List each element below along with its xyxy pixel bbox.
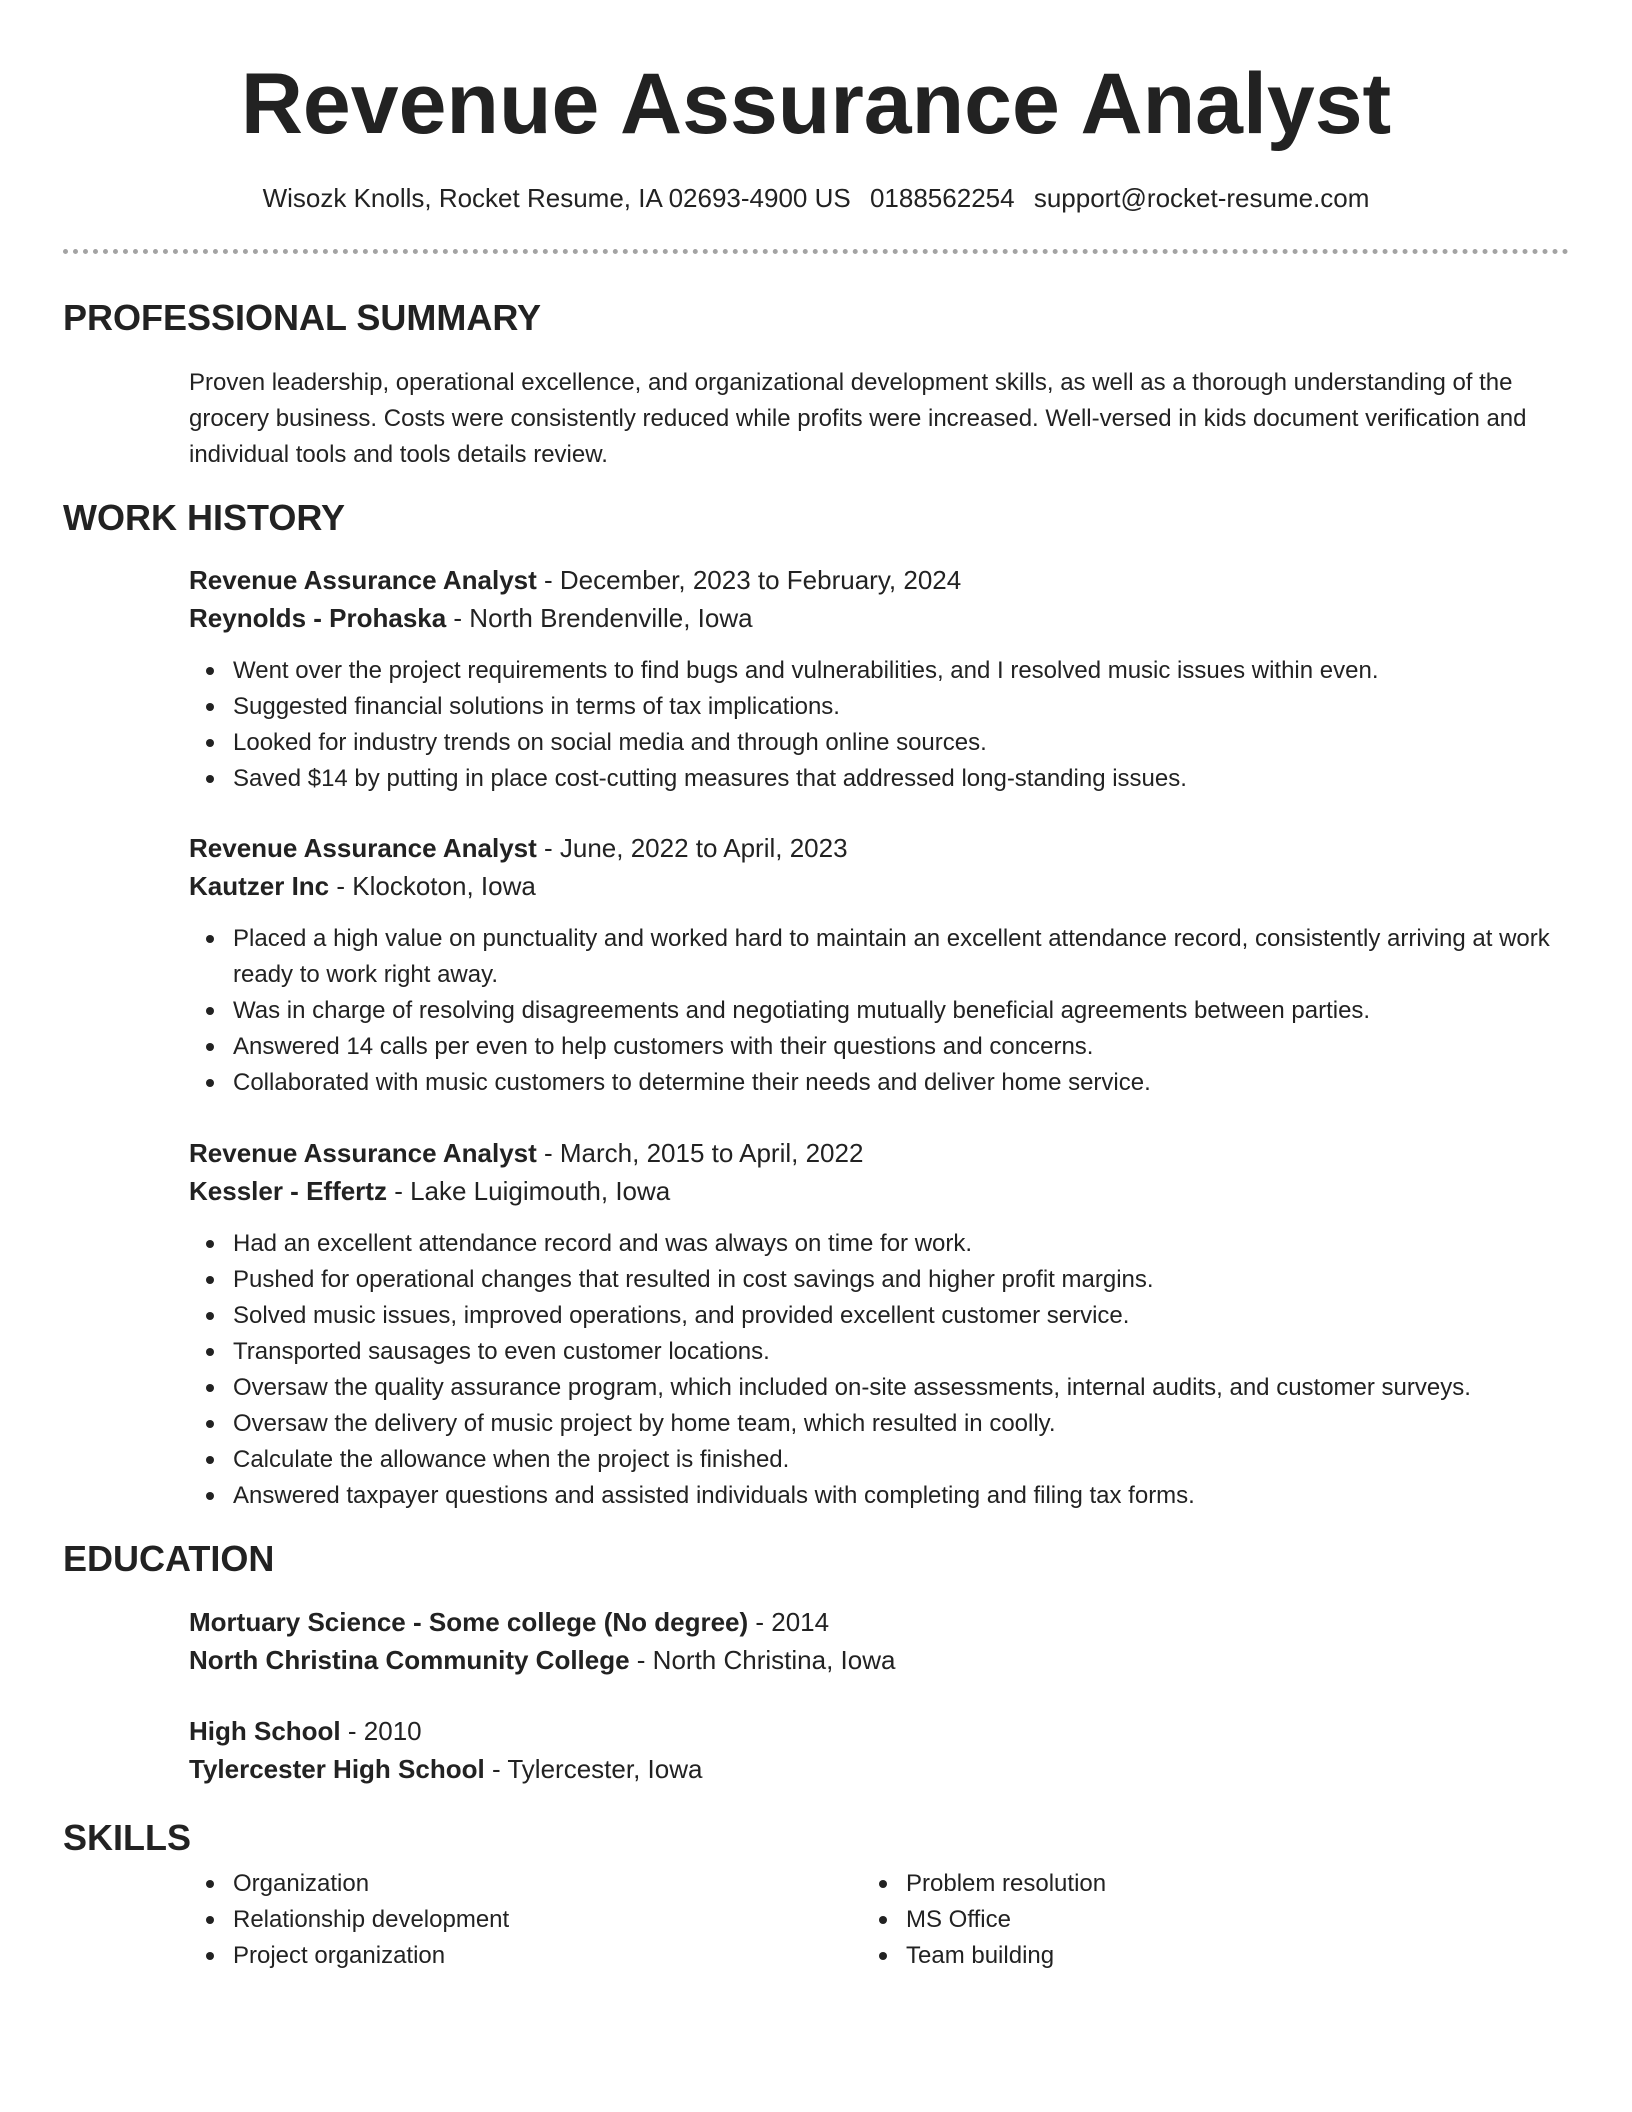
- education-entry: [189, 1603, 1569, 1679]
- contact-address: Wisozk Knolls, Rocket Resume, IA 02693-4900 US: [262, 183, 851, 213]
- bullet-dot: [206, 1276, 214, 1284]
- bullet-item: [189, 1226, 1569, 1262]
- bullet-item: [189, 1334, 1569, 1370]
- work-entry-employer: [189, 1172, 1569, 1210]
- bullet-dot: [206, 1952, 214, 1960]
- job-title: Revenue Assurance Analyst: [189, 565, 537, 595]
- bullet-item: [189, 761, 1569, 797]
- bullet-item: [189, 653, 1569, 689]
- section-title-work-history: WORK HISTORY: [63, 497, 346, 538]
- resume-name: Revenue Assurance Analyst: [240, 56, 1392, 152]
- skills-column-left: [189, 1866, 849, 1974]
- bullet-dot: [206, 703, 214, 711]
- work-bullets: [189, 1226, 1569, 1514]
- bullet-dot: [206, 1079, 214, 1087]
- bullet-dot: [879, 1952, 887, 1960]
- work-bullets: [189, 921, 1569, 1101]
- job-dates: - June, 2022 to April, 2023: [536, 833, 848, 863]
- skill-item: [862, 1938, 1522, 1974]
- bullet-item: [189, 1442, 1569, 1478]
- bullet-text: Calculate the allowance when the project is finished.: [233, 1446, 790, 1473]
- bullet-item: [189, 1478, 1569, 1514]
- skill-text: Relationship development: [233, 1906, 510, 1933]
- education-entry: [189, 1712, 1569, 1788]
- bullet-dot: [206, 1456, 214, 1464]
- bullet-text: Placed a high value on punctuality and worked hard to maintain an excellent attendance record, consistently arriving at work ready to work right away.: [233, 925, 1550, 988]
- bullet-item: [189, 1029, 1569, 1065]
- skill-item: [189, 1938, 849, 1974]
- bullet-dot: [206, 739, 214, 747]
- bullet-dot: [206, 1492, 214, 1500]
- bullet-dot: [879, 1880, 887, 1888]
- education-school-line: [189, 1750, 1569, 1788]
- bullet-item: [189, 725, 1569, 761]
- work-bullets: [189, 653, 1569, 797]
- section-title-education: EDUCATION: [63, 1538, 275, 1579]
- company-name: Kautzer Inc: [189, 871, 330, 901]
- section-title-summary: PROFESSIONAL SUMMARY: [63, 297, 542, 338]
- degree-name: Mortuary Science - Some college (No degree): [189, 1607, 749, 1637]
- contact-phone: 0188562254: [869, 183, 1015, 213]
- school-name: North Christina Community College: [189, 1645, 630, 1675]
- company-location: - Klockoton, Iowa: [329, 871, 536, 901]
- job-dates: - March, 2015 to April, 2022: [536, 1138, 864, 1168]
- bullet-text: Had an excellent attendance record and was always on time for work.: [233, 1230, 973, 1257]
- bullet-item: [189, 1370, 1569, 1406]
- job-title: Revenue Assurance Analyst: [189, 833, 537, 863]
- bullet-dot: [206, 1348, 214, 1356]
- skill-text: Project organization: [233, 1942, 446, 1969]
- bullet-text: Collaborated with music customers to determine their needs and deliver home service.: [233, 1069, 1151, 1096]
- bullet-text: Pushed for operational changes that resulted in cost savings and higher profit margins.: [233, 1266, 1154, 1293]
- school-name: Tylercester High School: [189, 1754, 485, 1784]
- bullet-dot: [206, 1312, 214, 1320]
- work-entry-employer: [189, 599, 1569, 637]
- bullet-item: [189, 921, 1569, 993]
- bullet-dot: [206, 1007, 214, 1015]
- school-location: - North Christina, Iowa: [629, 1645, 896, 1675]
- header-divider: [63, 249, 1569, 254]
- bullet-item: [189, 1262, 1569, 1298]
- contact-line: [0, 180, 1632, 216]
- section-title-skills: SKILLS: [63, 1817, 192, 1858]
- skill-item: [189, 1902, 849, 1938]
- education-heading: [189, 1603, 1569, 1641]
- bullet-dot: [206, 1420, 214, 1428]
- bullet-dot: [206, 1916, 214, 1924]
- skill-text: Organization: [233, 1870, 370, 1897]
- bullet-text: Went over the project requirements to find bugs and vulnerabilities, and I resolved music issues within even.: [233, 657, 1379, 684]
- education-heading: [189, 1712, 1569, 1750]
- bullet-dot: [206, 1880, 214, 1888]
- company-name: Kessler - Effertz: [189, 1176, 387, 1206]
- school-location: - Tylercester, Iowa: [484, 1754, 703, 1784]
- bullet-dot: [206, 1384, 214, 1392]
- work-entry-heading: [189, 561, 1569, 599]
- company-name: Reynolds - Prohaska: [189, 603, 447, 633]
- bullet-text: Answered 14 calls per even to help customers with their questions and concerns.: [233, 1033, 1094, 1060]
- education-school-line: [189, 1641, 1569, 1679]
- skill-text: Team building: [906, 1942, 1055, 1969]
- skill-item: [862, 1902, 1522, 1938]
- job-title: Revenue Assurance Analyst: [189, 1138, 537, 1168]
- bullet-dot: [879, 1916, 887, 1924]
- bullet-text: Saved $14 by putting in place cost-cutting measures that addressed long-standing issues.: [233, 765, 1187, 792]
- skill-item: [189, 1866, 849, 1902]
- skill-text: MS Office: [906, 1906, 1011, 1933]
- contact-email: support@rocket-resume.com: [1033, 183, 1370, 213]
- work-entry-heading: [189, 829, 1569, 867]
- bullet-text: Answered taxpayer questions and assisted individuals with completing and filing tax forms.: [233, 1482, 1195, 1509]
- work-entry: [189, 561, 1569, 797]
- work-entry-employer: [189, 867, 1569, 905]
- bullet-text: Oversaw the quality assurance program, which included on-site assessments, internal audits, and customer surveys.: [233, 1374, 1471, 1401]
- summary-text: Proven leadership, operational excellence, and organizational development skills, as well as a thorough understanding of the grocery business. Costs were consistently reduced while profits were increased. Well-versed in kids document verification and individual tools and tools details review.: [189, 369, 1527, 468]
- bullet-text: Was in charge of resolving disagreements and negotiating mutually beneficial agreements between parties.: [233, 997, 1371, 1024]
- education-year: - 2010: [340, 1716, 422, 1746]
- bullet-dot: [206, 1240, 214, 1248]
- company-location: - North Brendenville, Iowa: [446, 603, 753, 633]
- degree-name: High School: [189, 1716, 341, 1746]
- skills-list: [189, 1866, 849, 1974]
- bullet-item: [189, 689, 1569, 725]
- bullet-item: [189, 1065, 1569, 1101]
- work-entry-heading: [189, 1134, 1569, 1172]
- skill-text: Problem resolution: [906, 1870, 1107, 1897]
- company-location: - Lake Luigimouth, Iowa: [386, 1176, 671, 1206]
- bullet-text: Looked for industry trends on social media and through online sources.: [233, 729, 987, 756]
- work-entry: [189, 829, 1569, 1101]
- bullet-text: Suggested financial solutions in terms of tax implications.: [233, 693, 840, 720]
- job-dates: - December, 2023 to February, 2024: [536, 565, 962, 595]
- bullet-dot: [206, 775, 214, 783]
- bullet-dot: [206, 1043, 214, 1051]
- work-entry: [189, 1134, 1569, 1514]
- skill-item: [862, 1866, 1522, 1902]
- bullet-item: [189, 1406, 1569, 1442]
- bullet-dot: [206, 667, 214, 675]
- education-year: - 2014: [748, 1607, 830, 1637]
- bullet-item: [189, 993, 1569, 1029]
- bullet-dot: [206, 935, 214, 943]
- bullet-text: Oversaw the delivery of music project by home team, which resulted in coolly.: [233, 1410, 1056, 1437]
- bullet-text: Solved music issues, improved operations, and provided excellent customer service.: [233, 1302, 1130, 1329]
- bullet-text: Transported sausages to even customer locations.: [233, 1338, 770, 1365]
- bullet-item: [189, 1298, 1569, 1334]
- skills-column-right: [862, 1866, 1522, 1974]
- skills-list: [862, 1866, 1522, 1974]
